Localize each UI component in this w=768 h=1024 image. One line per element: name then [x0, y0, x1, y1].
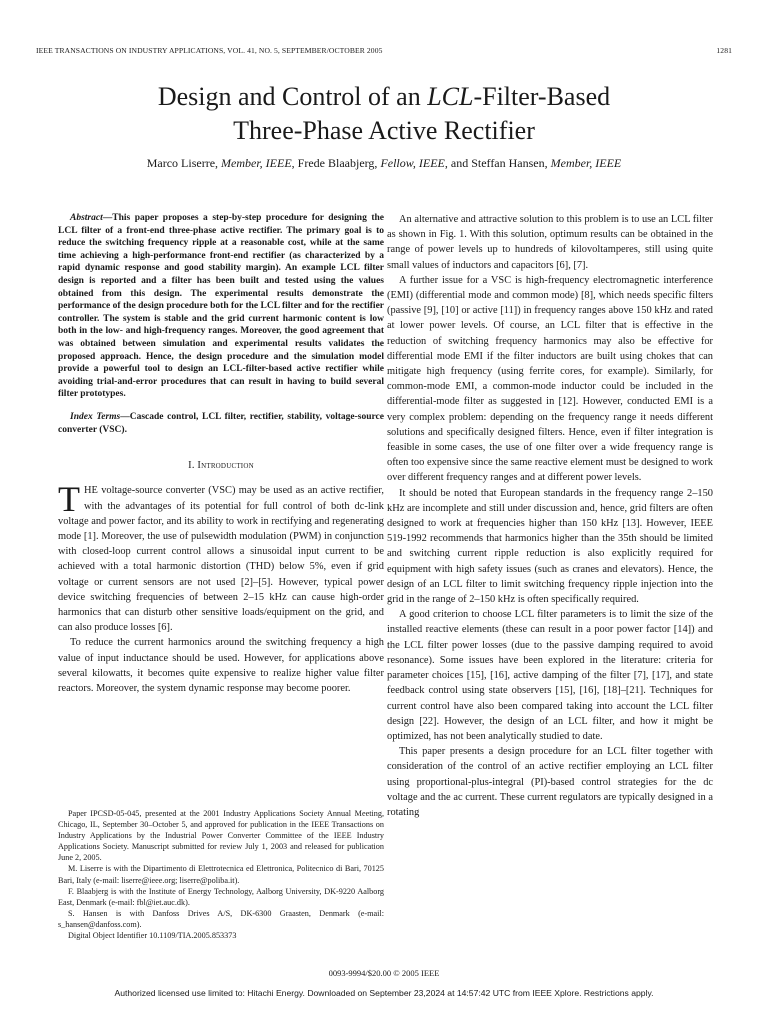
- intro-paragraph-2: To reduce the current harmonics around the switching frequency a high value of input inductance should be used. However, for applications above several kilowatts, it becomes quite expensive to realize higher value filter reactors. Moreover, the system dynamic response may become poorer.: [58, 637, 384, 694]
- author-3: , and Steffan Hansen,: [444, 156, 551, 170]
- section-number: I.: [188, 460, 198, 472]
- footnotes: [58, 808, 384, 941]
- title-line1-post: -Filter-Based: [473, 82, 611, 111]
- body-paragraph: A further issue for a VSC is high-frequency electromagnetic interference (EMI) (differential mode and common mode) [8], which needs specific filters (passive [9], [10] or active [11]) in frequency ranges above 150 kHz and rated at lower power levels. Of course, an LCL filter that is effective in the reduction of switching frequency harmonics may also be effective for differential mode EMI if the filter inductors are built using chokes that can mitigate high frequency (using ferrite cores, for example). Similarly, for common-mode EMI, a common-mode inductor could be included in the differential-mode filter as suggested in [12]. However, conducted EMI is a very complex problem: depending on the frequency range it needs different solutions and specifically designed filters. Hence, even if filter integration is feasible in some cases, the use of one filter over a wide frequency range is often too expensive since the same reactive element must be designed to work over different frequency ranges and at different power levels.: [387, 274, 713, 484]
- intro-p1-text: HE voltage-source converter (VSC) may be used as an active rectifier, with the advantages of its potential for full control of both dc-link voltage and power factor, and its ability to work in rectifying and regenerating mode [1]. Moreover, the use of pulsewidth modulation (PWM) in conjunction with closed-loop current control allows a sinusoidal input current to be achieved with a total harmonic distortion (THD) below 5%, even if grid voltage or current sensors are not used [2]–[5]. However, typical power device switching frequencies of between 2–15 kHz can cause high-order harmonics that can disturb other sensitive loads/equipment on the grid, and can also produce losses [6].: [58, 485, 384, 634]
- body-paragraph: This paper presents a design procedure for an LCL filter together with consideration of the control of an active rectifier employing an LCL filter using proportional-plus-integral (PI)-based control strategies for the dc voltage and the ac current. These current regulators are typically designed in a rotating: [387, 746, 713, 818]
- section-title: Introduction: [197, 460, 254, 472]
- journal-header: IEEE TRANSACTIONS ON INDUSTRY APPLICATIONS, VOL. 41, NO. 5, SEPTEMBER/OCTOBER 2005: [36, 46, 383, 55]
- drop-cap: T: [58, 479, 80, 520]
- index-terms-label: Index Terms: [70, 411, 121, 422]
- footnote: F. Blaabjerg is with the Institute of Energy Technology, Aalborg University, DK-9220 Aalborg East, Denmark (e-mail: fbl@iet.auc.dk).: [58, 886, 384, 907]
- author-2: , Frede Blaabjerg,: [291, 156, 381, 170]
- body-paragraph: An alternative and attractive solution to this problem is to use an LCL filter as shown in Fig. 1. With this solution, optimum results can be obtained in the range of power levels up to hundreds of kilovoltamperes, still using quite small values of inductors and capacitors [6], [7].: [387, 214, 713, 271]
- author-3-role: Member, IEEE: [550, 156, 622, 170]
- author-1-role: Member, IEEE: [221, 156, 292, 170]
- footnote: S. Hansen is with Danfoss Drives A/S, DK-6300 Graasten, Denmark (e-mail: s_hansen@danfoss.com).: [58, 908, 384, 929]
- title-line1-pre: Design and Control of an: [157, 82, 428, 111]
- intro-paragraph-1: [58, 479, 384, 635]
- left-column: [58, 212, 384, 696]
- author-list: [0, 156, 768, 171]
- footnote: M. Liserre is with the Dipartimento di Elettrotecnica ed Elettronica, Politecnico di Bari, 70125 Bari, Italy (e-mail: liserre@ieee.org; liserre@poliba.it).: [58, 864, 384, 885]
- license-notice: Authorized licensed use limited to: Hitachi Energy. Downloaded on September 23,2024 at 14:57:42 UTC from IEEE Xplore. Restrictions apply.: [114, 988, 654, 998]
- right-column: [387, 212, 713, 820]
- section-heading: [58, 458, 384, 473]
- author-1: Marco Liserre,: [146, 156, 222, 170]
- footnote: Digital Object Identifier 10.1109/TIA.2005.853373: [68, 931, 237, 941]
- abstract: [58, 212, 384, 401]
- body-paragraph: A good criterion to choose LCL filter parameters is to limit the size of the installed reactive elements (these can result in a poor power factor [14]) and the LCL filter power losses (due to the passive damping required to avoid resonance). Some issues have been explored in the literature: criteria for parameter choices [15], [16], active damping of the filter [7], [17], and state feedback control using state observers [15], [16], [18]–[21]. Techniques for current control have also been compared taking into account the LCL filter design [22]. However, the design of an LCL filter, and how it might be optimized, has not been analytically studied to date.: [387, 609, 713, 742]
- title-line1-italic: LCL: [427, 82, 474, 111]
- running-header: [36, 46, 732, 60]
- index-terms-text: —Cascade control, LCL filter, rectifier, stability, voltage-source converter (VSC).: [58, 411, 384, 435]
- body-paragraph: It should be noted that European standards in the frequency range 2–150 kHz are incomplete and still under discussion and, hence, grid filters are often designed to work at frequencies higher than 150 kHz [13]. However, IEEE 519-1992 recommends that harmonics higher than the 35th should be limited and switching current ripple reduction is also explicitly required for equipment with high safety issues (such as cranes and elevators). Hence, the design of an LCL filter to limit switching frequency ripple injection into the grid in the range of 2–150 kHz is often specifically required.: [387, 487, 713, 606]
- author-2-role: Fellow, IEEE: [380, 156, 445, 170]
- footnote: Paper IPCSD-05-045, presented at the 2001 Industry Applications Society Annual Meeting, Chicago, IL, September 30–October 5, and approved for publication in the IEEE Transactions on Industry Applications by the Industrial Power Converter Committee of the IEEE Industry Applications Society. Manuscript submitted for review July 1, 2003 and released for publication June 2, 2005.: [58, 809, 384, 863]
- index-terms: [58, 411, 384, 436]
- paper-title: [0, 80, 768, 148]
- page-number: 1281: [716, 46, 732, 55]
- title-line2: Three-Phase Active Rectifier: [233, 116, 535, 145]
- copyright-line: 0093-9994/$20.00 © 2005 IEEE: [328, 968, 440, 978]
- abstract-text: —This paper proposes a step-by-step procedure for designing the LCL filter of a front-end three-phase active rectifier. The primary goal is to reduce the switching frequency ripple at a reasonable cost, while at the same time achieving a high-performance front-end rectifier (as characterized by a rapid dynamic response and good stability margin). An example LCL filter design is reported and a filter has been built and tested using the values obtained from this design. The experimental results demonstrate the performance of the design procedure both for the LCL filter and for the rectifier controller. The system is stable and the grid current harmonic content is low both in the low- and high-frequency ranges. Moreover, the good agreement that was obtained between simulation and experimental results validates the proposed approach. Hence, the design procedure and the simulation model provide a powerful tool to design an LCL-filter-based active rectifier while avoiding trial-and-error procedures that can result in having to build several filter prototypes.: [58, 213, 384, 400]
- abstract-label: Abstract: [70, 213, 103, 223]
